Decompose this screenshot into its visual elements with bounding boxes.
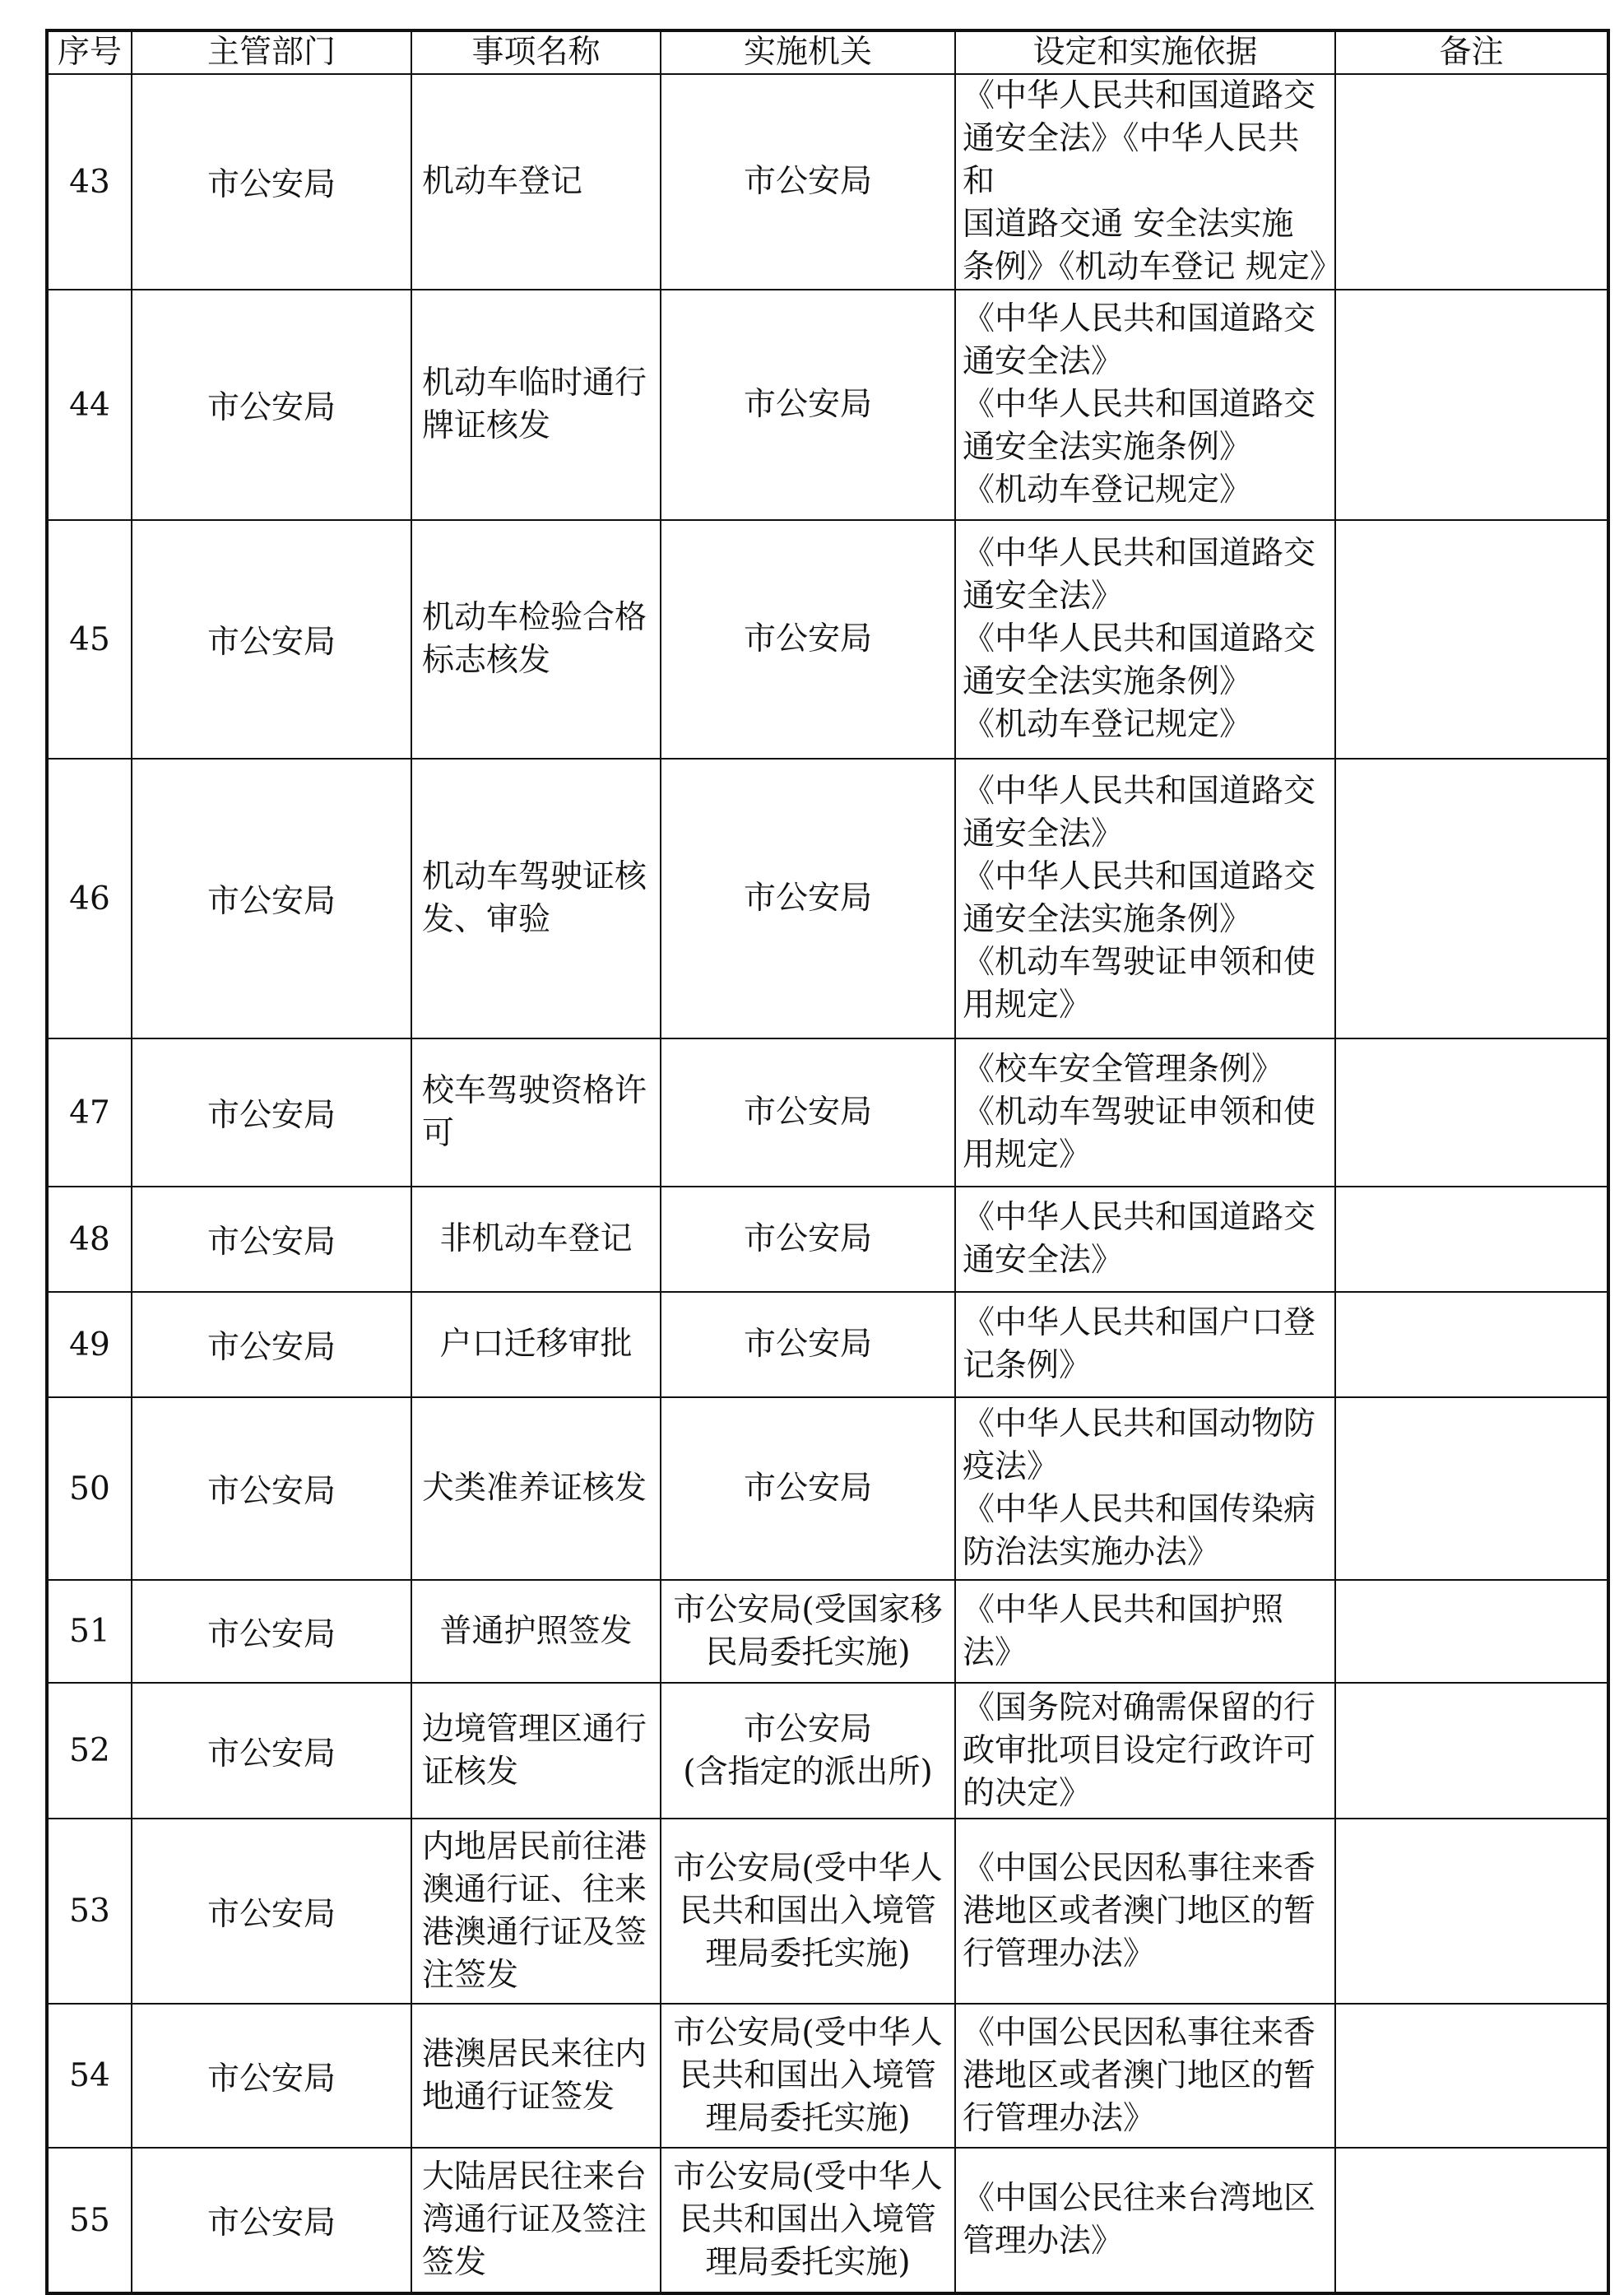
table-row bbox=[47, 520, 1608, 759]
cell-org: 市公安局(受中华人 民共和国出入境管 理局委托实施) bbox=[661, 1819, 955, 2004]
table-row bbox=[47, 290, 1608, 520]
cell-item: 边境管理区通行 证核发 bbox=[411, 1683, 661, 1819]
cell-basis: 《中华人民共和国道路交 通安全法》《中华人民共和 国道路交通 安全法实施 条例》《机动车登记 规定》 bbox=[955, 74, 1335, 290]
cell-org: 市公安局 bbox=[661, 1038, 955, 1187]
cell-dept: 市公安局 bbox=[132, 74, 411, 290]
cell-dept: 市公安局 bbox=[132, 520, 411, 759]
cell-seq: 48 bbox=[47, 1187, 132, 1292]
cell-org: 市公安局 bbox=[661, 74, 955, 290]
cell-basis: 《中华人民共和国护照法》 bbox=[955, 1580, 1335, 1683]
table-row bbox=[47, 1397, 1608, 1580]
cell-dept: 市公安局 bbox=[132, 2004, 411, 2148]
cell-org: 市公安局 bbox=[661, 1187, 955, 1292]
cell-dept: 市公安局 bbox=[132, 1580, 411, 1683]
table-row bbox=[47, 2148, 1608, 2293]
cell-item: 机动车检验合格 标志核发 bbox=[411, 520, 661, 759]
cell-item: 校车驾驶资格许 可 bbox=[411, 1038, 661, 1187]
cell-item: 机动车驾驶证核 发、审验 bbox=[411, 759, 661, 1038]
cell-org: 市公安局(受中华人 民共和国出入境管 理局委托实施) bbox=[661, 2004, 955, 2148]
cell-dept: 市公安局 bbox=[132, 1819, 411, 2004]
cell-seq: 46 bbox=[47, 759, 132, 1038]
cell-basis: 《国务院对确需保留的行 政审批项目设定行政许可 的决定》 bbox=[955, 1683, 1335, 1819]
cell-dept: 市公安局 bbox=[132, 1397, 411, 1580]
cell-seq: 43 bbox=[47, 74, 132, 290]
cell-note bbox=[1335, 1683, 1608, 1819]
header-seq: 序号 bbox=[47, 30, 132, 74]
cell-item: 非机动车登记 bbox=[411, 1187, 661, 1292]
cell-item: 机动车临时通行 牌证核发 bbox=[411, 290, 661, 520]
cell-basis: 《中国公民因私事往来香 港地区或者澳门地区的暂 行管理办法》 bbox=[955, 2004, 1335, 2148]
table-row bbox=[47, 1187, 1608, 1292]
cell-basis: 《中华人民共和国道路交 通安全法》 《中华人民共和国道路交 通安全法实施条例》 《机动车登记规定》 bbox=[955, 290, 1335, 520]
cell-item: 内地居民前往港 澳通行证、往来 港澳通行证及签 注签发 bbox=[411, 1819, 661, 2004]
cell-dept: 市公安局 bbox=[132, 1187, 411, 1292]
cell-seq: 50 bbox=[47, 1397, 132, 1580]
cell-basis: 《中华人民共和国道路交 通安全法》 《中华人民共和国道路交 通安全法实施条例》 《机动车驾驶证申领和使 用规定》 bbox=[955, 759, 1335, 1038]
cell-note bbox=[1335, 1187, 1608, 1292]
header-item: 事项名称 bbox=[411, 30, 661, 74]
cell-note bbox=[1335, 1292, 1608, 1397]
cell-dept: 市公安局 bbox=[132, 1038, 411, 1187]
cell-dept: 市公安局 bbox=[132, 1292, 411, 1397]
cell-note bbox=[1335, 1819, 1608, 2004]
cell-seq: 52 bbox=[47, 1683, 132, 1819]
cell-basis: 《中国公民因私事往来香 港地区或者澳门地区的暂 行管理办法》 bbox=[955, 1819, 1335, 2004]
cell-basis: 《中国公民往来台湾地区 管理办法》 bbox=[955, 2148, 1335, 2293]
cell-note bbox=[1335, 74, 1608, 290]
cell-org: 市公安局 bbox=[661, 520, 955, 759]
cell-org: 市公安局 (含指定的派出所) bbox=[661, 1683, 955, 1819]
cell-seq: 53 bbox=[47, 1819, 132, 2004]
cell-org: 市公安局(受国家移 民局委托实施) bbox=[661, 1580, 955, 1683]
cell-org: 市公安局 bbox=[661, 290, 955, 520]
cell-org: 市公安局 bbox=[661, 1292, 955, 1397]
cell-item: 大陆居民往来台 湾通行证及签注 签发 bbox=[411, 2148, 661, 2293]
table-row bbox=[47, 2004, 1608, 2148]
table-header-row bbox=[47, 30, 1608, 74]
cell-item: 机动车登记 bbox=[411, 74, 661, 290]
cell-seq: 55 bbox=[47, 2148, 132, 2293]
cell-seq: 49 bbox=[47, 1292, 132, 1397]
table-row bbox=[47, 1819, 1608, 2004]
cell-dept: 市公安局 bbox=[132, 2148, 411, 2293]
table-row bbox=[47, 1292, 1608, 1397]
cell-note bbox=[1335, 520, 1608, 759]
cell-item: 犬类准养证核发 bbox=[411, 1397, 661, 1580]
table-row bbox=[47, 1580, 1608, 1683]
header-note: 备注 bbox=[1335, 30, 1608, 74]
cell-note bbox=[1335, 1038, 1608, 1187]
cell-org: 市公安局 bbox=[661, 1397, 955, 1580]
cell-seq: 47 bbox=[47, 1038, 132, 1187]
table-row bbox=[47, 759, 1608, 1038]
cell-note bbox=[1335, 1397, 1608, 1580]
header-dept: 主管部门 bbox=[132, 30, 411, 74]
cell-seq: 54 bbox=[47, 2004, 132, 2148]
cell-item: 户口迁移审批 bbox=[411, 1292, 661, 1397]
cell-note bbox=[1335, 290, 1608, 520]
cell-item: 普通护照签发 bbox=[411, 1580, 661, 1683]
cell-dept: 市公安局 bbox=[132, 1683, 411, 1819]
table-row bbox=[47, 74, 1608, 290]
cell-org: 市公安局 bbox=[661, 759, 955, 1038]
approval-items-table bbox=[45, 29, 1610, 2295]
cell-seq: 51 bbox=[47, 1580, 132, 1683]
cell-note bbox=[1335, 759, 1608, 1038]
table-row bbox=[47, 1038, 1608, 1187]
cell-note bbox=[1335, 1580, 1608, 1683]
header-org: 实施机关 bbox=[661, 30, 955, 74]
cell-dept: 市公安局 bbox=[132, 290, 411, 520]
header-basis: 设定和实施依据 bbox=[955, 30, 1335, 74]
cell-basis: 《中华人民共和国道路交 通安全法》 《中华人民共和国道路交 通安全法实施条例》 《机动车登记规定》 bbox=[955, 520, 1335, 759]
cell-basis: 《中华人民共和国动物防 疫法》 《中华人民共和国传染病 防治法实施办法》 bbox=[955, 1397, 1335, 1580]
table-row bbox=[47, 1683, 1608, 1819]
cell-item: 港澳居民来往内 地通行证签发 bbox=[411, 2004, 661, 2148]
cell-note bbox=[1335, 2004, 1608, 2148]
cell-org: 市公安局(受中华人 民共和国出入境管 理局委托实施) bbox=[661, 2148, 955, 2293]
cell-basis: 《校车安全管理条例》 《机动车驾驶证申领和使 用规定》 bbox=[955, 1038, 1335, 1187]
cell-dept: 市公安局 bbox=[132, 759, 411, 1038]
cell-note bbox=[1335, 2148, 1608, 2293]
cell-basis: 《中华人民共和国户口登 记条例》 bbox=[955, 1292, 1335, 1397]
cell-basis: 《中华人民共和国道路交 通安全法》 bbox=[955, 1187, 1335, 1292]
cell-seq: 44 bbox=[47, 290, 132, 520]
cell-seq: 45 bbox=[47, 520, 132, 759]
